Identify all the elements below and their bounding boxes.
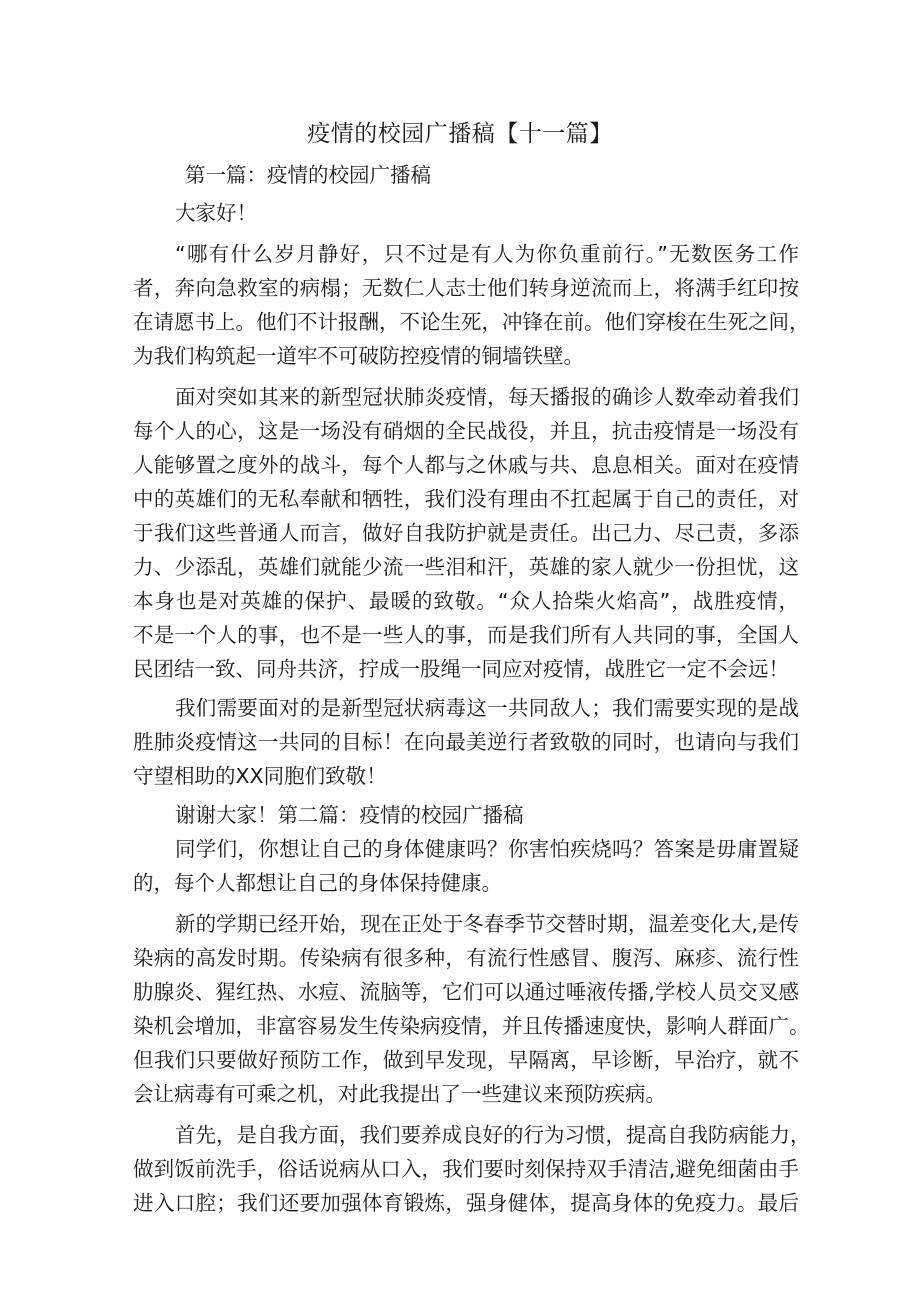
- paragraph-line: 肋腺炎、猩红热、水痘、流脑等，它们可以通过唾液传播,学校人员交叉感: [133, 980, 799, 1004]
- paragraph-line: 力、少添乱，英雄们就能少流一些泪和汗，英雄的家人就少一份担忧，这: [133, 555, 799, 579]
- document-title: 疫情的校园广播稿【十一篇】: [307, 121, 613, 147]
- section-heading-1: 第一篇：疫情的校园广播稿: [185, 163, 431, 187]
- paragraph-4: [133, 832, 799, 900]
- paragraph-line: 胜肺炎疫情这一共同的目标！在向最美逆行者致敬的同时，也请向与我们: [133, 730, 799, 754]
- paragraph-line: 者，奔向急救室的病榻；无数仁人志士他们转身逆流而上，将满手红印按: [133, 276, 799, 300]
- paragraph-line: 为我们构筑起一道牢不可破防控疫情的铜墙铁壁。: [133, 344, 584, 368]
- paragraph-line: 面对突如其来的新型冠状肺炎疫情，每天播报的确诊人数牵动着我们: [175, 385, 799, 409]
- paragraph-line: 于我们这些普通人而言，做好自我防护就是责任。出己力、尽己责，多添: [133, 521, 799, 545]
- paragraph-line: 首先，是自我方面，我们要养成良好的行为习惯，提高自我防病能力，: [175, 1123, 811, 1147]
- paragraph-line: 做到饭前洗手，俗话说病从口入，我们要时刻保持双手清洁,避免细菌由手: [133, 1157, 799, 1181]
- paragraph-6: [133, 1118, 811, 1220]
- greeting: 大家好！: [175, 201, 257, 225]
- paragraph-line: 民团结一致、同舟共济，拧成一股绳一同应对疫情，战胜它一定不会远！: [133, 657, 789, 681]
- paragraph-1: [133, 237, 810, 373]
- paragraph-line: 染机会增加，非富容易发生传染病疫情，并且传播速度快，影响人群面广。: [133, 1014, 810, 1038]
- paragraph-2: [133, 380, 799, 686]
- paragraph-5: [133, 907, 810, 1111]
- paragraph-line: “哪有什么岁月静好，只不过是有人为你负重前行。”无数医务工作: [175, 242, 799, 266]
- section-heading-2: 谢谢大家！第二篇：疫情的校园广播稿: [175, 803, 524, 827]
- paragraph-line: 染病的高发时期。传染病有很多种，有流行性感冒、腹泻、麻疹、流行性: [133, 946, 799, 970]
- paragraph-line: 每个人的心，这是一场没有硝烟的全民战役，并且，抗击疫情是一场没有: [133, 419, 799, 443]
- paragraph-line: 的，每个人都想让自己的身体保持健康。: [133, 871, 502, 895]
- paragraph-line: 进入口腔；我们还要加强体育锻炼，强身健体，提高身体的免疫力。最后: [133, 1191, 799, 1215]
- paragraph-line: 会让病毒有可乘之机，对此我提出了一些建议来预防疾病。: [133, 1082, 666, 1106]
- paragraph-line: 人能够置之度外的战斗，每个人都与之休戚与共、息息相关。面对在疫情: [133, 453, 799, 477]
- paragraph-line: 本身也是对英雄的保护、最暖的致敬。“众人拾柴火焰高”，战胜疫情，: [133, 589, 799, 613]
- document-body: [133, 158, 811, 1220]
- paragraph-line: 我们需要面对的是新型冠状病毒这一共同敌人；我们需要实现的是战: [175, 696, 799, 720]
- paragraph-line: 新的学期已经开始，现在正处于冬春季节交替时期，温差变化大,是传: [175, 912, 799, 936]
- paragraph-line: 中的英雄们的无私奉献和牺牲，我们没有理由不扛起属于自己的责任，对: [133, 487, 799, 511]
- paragraph-line: 在请愿书上。他们不计报酬，不论生死，冲锋在前。他们穿梭在生死之间，: [133, 310, 810, 334]
- paragraph-line: 不是一个人的事，也不是一些人的事，而是我们所有人共同的事，全国人: [133, 623, 799, 647]
- paragraph-line: 同学们，你想让自己的身体健康吗？你害怕疾烧吗？答案是毋庸置疑: [175, 837, 799, 861]
- paragraph-3: [133, 691, 799, 793]
- paragraph-line: 但我们只要做好预防工作，做到早发现，早隔离，早诊断，早治疗，就不: [133, 1048, 799, 1072]
- paragraph-line: 守望相助的XX同胞们致敬！: [133, 764, 387, 788]
